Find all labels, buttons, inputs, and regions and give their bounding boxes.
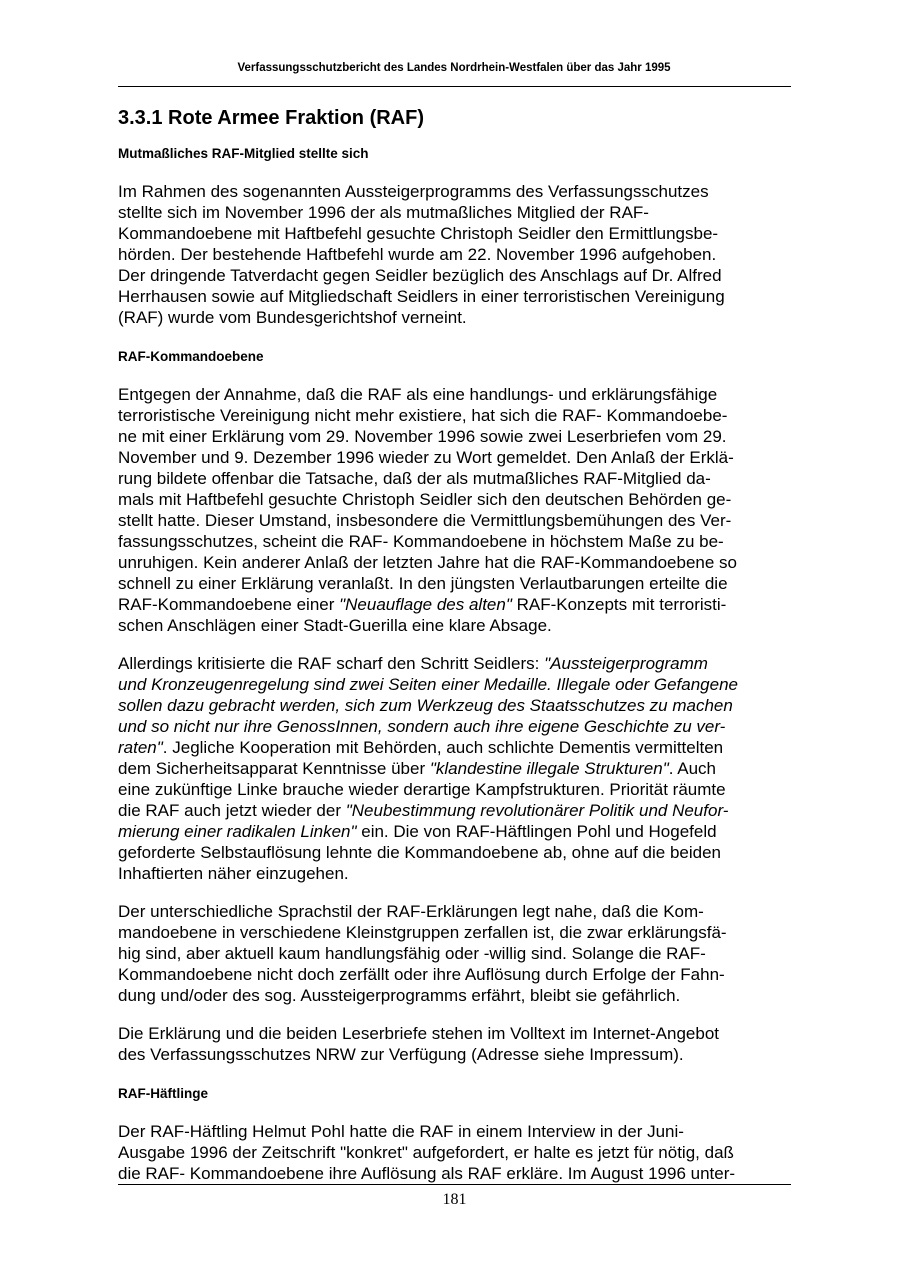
- page-number: 181: [442, 1191, 467, 1208]
- text-line: Kommandoebene nicht doch zerfällt oder ihre Auflösung durch Erfolge der Fahn-: [118, 965, 725, 984]
- text-line: [118, 653, 794, 674]
- running-header: Verfassungsschutzbericht des Landes Nordrhein-Westfalen über das Jahr 1995: [237, 62, 671, 74]
- text-line: stellt hatte. Dieser Umstand, insbesondere die Vermittlungsbemühungen des Ver-: [118, 511, 732, 530]
- text-line: [118, 594, 794, 615]
- text-line: die RAF- Kommandoebene ihre Auflösung als RAF erkläre. Im August 1996 unter-: [118, 1164, 736, 1183]
- quote-text: sollen dazu gebracht werden, sich zum Werkzeug des Staatsschutzes zu machen: [118, 696, 733, 715]
- text-run: Allerdings kritisierte die RAF scharf den Schritt Seidlers:: [118, 654, 545, 673]
- text-line: Der dringende Tatverdacht gegen Seidler bezüglich des Anschlags auf Dr. Alfred: [118, 266, 722, 285]
- page-content: [118, 104, 794, 1184]
- paragraph-kommandoebene-4: [118, 1023, 794, 1065]
- paragraph-haeftlinge: [118, 1121, 794, 1184]
- quote-text: "Neuauflage des alten": [339, 595, 512, 614]
- text-run: . Jegliche Kooperation mit Behörden, auch schlichte Dementis vermittelten: [162, 738, 724, 757]
- quote-text: und Kronzeugenregelung sind zwei Seiten einer Medaille. Illegale oder Gefangene: [118, 675, 738, 694]
- text-line: fassungsschutzes, scheint die RAF- Kommandoebene in höchstem Maße zu be-: [118, 532, 724, 551]
- quote-text: und so nicht nur ihre GenossInnen, sondern auch ihre eigene Geschichte zu ver-: [118, 717, 726, 736]
- text-line: hörden. Der bestehende Haftbefehl wurde am 22. November 1996 aufgehoben.: [118, 245, 717, 264]
- text-run: die RAF auch jetzt wieder der: [118, 801, 346, 820]
- text-line: Kommandoebene mit Haftbefehl gesuchte Christoph Seidler den Ermittlungsbe-: [118, 224, 719, 243]
- text-line: mandoebene in verschiedene Kleinstgruppen zerfallen ist, die zwar erklärungsfä-: [118, 923, 727, 942]
- text-line: dung und/oder des sog. Aussteigerprogramms erfährt, bleibt sie gefährlich.: [118, 986, 681, 1005]
- text-line: Ausgabe 1996 der Zeitschrift "konkret" aufgefordert, er halte es jetzt für nötig, daß: [118, 1143, 734, 1162]
- text-line: schen Anschlägen einer Stadt-Guerilla eine klare Absage.: [118, 616, 552, 635]
- quote-text: mierung einer radikalen Linken": [118, 822, 357, 841]
- text-line: des Verfassungsschutzes NRW zur Verfügung (Adresse siehe Impressum).: [118, 1045, 684, 1064]
- text-line: Herrhausen sowie auf Mitgliedschaft Seidlers in einer terroristischen Vereinigung: [118, 287, 725, 306]
- text-line: ne mit einer Erklärung vom 29. November 1996 sowie zwei Leserbriefen vom 29.: [118, 427, 727, 446]
- subsection-heading-seidler: Mutmaßliches RAF-Mitglied stellte sich: [118, 146, 369, 161]
- header-divider: [118, 86, 791, 87]
- text-run: dem Sicherheitsapparat Kenntnisse über: [118, 759, 430, 778]
- text-run: RAF-Konzepts mit terroristi-: [511, 595, 727, 614]
- text-line: eine zukünftige Linke brauche wieder derartige Kampfstrukturen. Priorität räumte: [118, 780, 726, 799]
- paragraph-kommandoebene-3: [118, 901, 794, 1006]
- text-line: geforderte Selbstauflösung lehnte die Kommandoebene ab, ohne auf die beiden: [118, 843, 722, 862]
- text-line: [118, 800, 794, 821]
- quote-text: raten": [118, 738, 163, 757]
- text-line: Entgegen der Annahme, daß die RAF als eine handlungs- und erklärungsfähige: [118, 385, 718, 404]
- text-line: unruhigen. Kein anderer Anlaß der letzten Jahre hat die RAF-Kommandoebene so: [118, 553, 737, 572]
- text-line: [118, 758, 794, 779]
- text-line: Der RAF-Häftling Helmut Pohl hatte die RAF in einem Interview in der Juni-: [118, 1122, 684, 1141]
- text-line: [118, 821, 794, 842]
- text-line: stellte sich im November 1996 der als mutmaßliches Mitglied der RAF-: [118, 203, 649, 222]
- paragraph-kommandoebene-1: [118, 384, 794, 636]
- text-run: RAF-Kommandoebene einer: [118, 595, 340, 614]
- text-line: schnell zu einer Erklärung veranlaßt. In den jüngsten Verlautbarungen erteilte die: [118, 574, 728, 593]
- quote-text: "klandestine illegale Strukturen": [429, 759, 669, 778]
- section-title: 3.3.1 Rote Armee Fraktion (RAF): [118, 107, 424, 129]
- subsection-heading-haeftlinge: RAF-Häftlinge: [118, 1086, 208, 1101]
- text-line: hig sind, aber aktuell kaum handlungsfähig oder -willig sind. Solange die RAF-: [118, 944, 706, 963]
- text-line: Inhaftierten näher einzugehen.: [118, 864, 349, 883]
- text-line: Die Erklärung und die beiden Leserbriefe stehen im Volltext im Internet-Angebot: [118, 1024, 720, 1043]
- paragraph-kommandoebene-2: [118, 653, 794, 884]
- text-line: (RAF) wurde vom Bundesgerichtshof verneint.: [118, 308, 467, 327]
- text-line: November und 9. Dezember 1996 wieder zu Wort gemeldet. Den Anlaß der Erklä-: [118, 448, 734, 467]
- subsection-heading-kommandoebene: RAF-Kommandoebene: [118, 349, 264, 364]
- text-run: . Auch: [668, 759, 716, 778]
- text-line: Im Rahmen des sogenannten Aussteigerprogramms des Verfassungsschutzes: [118, 182, 709, 201]
- paragraph-seidler: [118, 181, 794, 328]
- text-line: mals mit Haftbefehl gesuchte Christoph Seidler sich den deutschen Behörden ge-: [118, 490, 732, 509]
- footer-divider: [118, 1184, 791, 1185]
- text-line: Der unterschiedliche Sprachstil der RAF-Erklärungen legt nahe, daß die Kom-: [118, 902, 704, 921]
- text-line: [118, 737, 794, 758]
- quote-text: "Aussteigerprogramm: [544, 654, 708, 673]
- quote-text: "Neubestimmung revolutionärer Politik und Neufor-: [345, 801, 729, 820]
- text-line: terroristische Vereinigung nicht mehr existiere, hat sich die RAF- Kommandoebe-: [118, 406, 728, 425]
- text-run: ein. Die von RAF-Häftlingen Pohl und Hogefeld: [356, 822, 717, 841]
- text-line: rung bildete offenbar die Tatsache, daß der als mutmaßliches RAF-Mitglied da-: [118, 469, 711, 488]
